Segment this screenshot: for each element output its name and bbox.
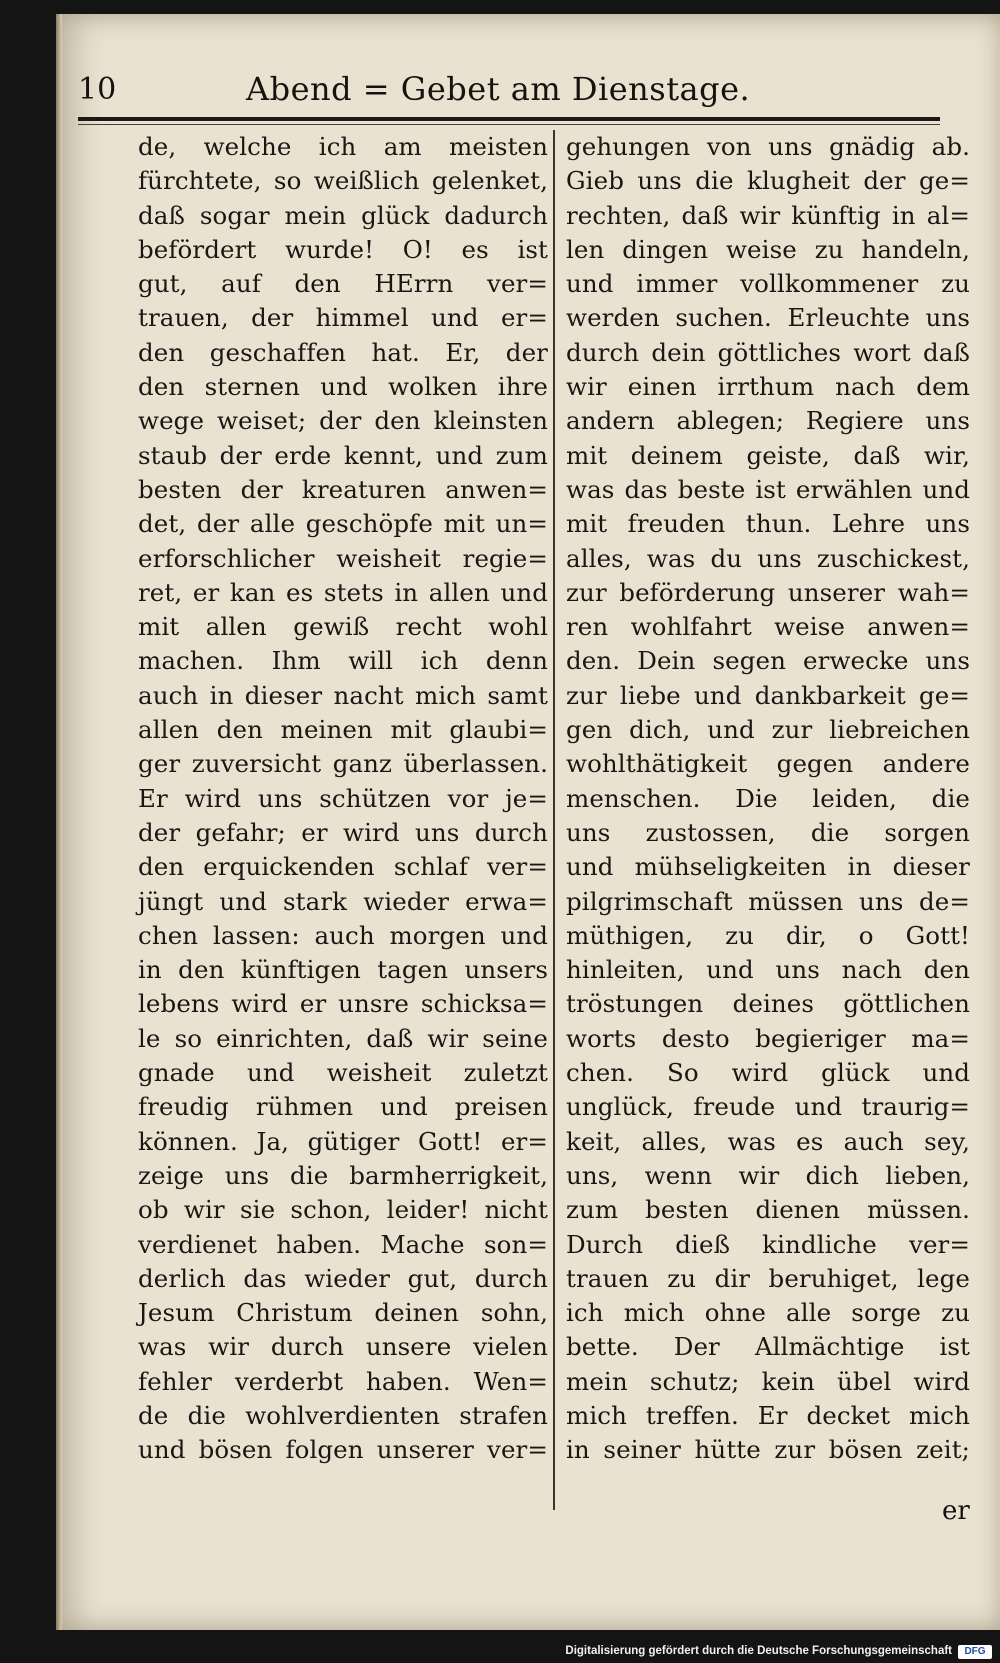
text-line: worts desto begieriger ma=: [566, 1023, 970, 1053]
column-divider: [553, 130, 555, 1510]
text-line: uns, wenn wir dich lieben,: [566, 1160, 970, 1190]
text-line: besten der kreaturen anwen=: [138, 474, 548, 504]
text-line: rechten, daß wir künftig in al=: [566, 200, 970, 230]
text-line: auch in dieser nacht mich samt: [138, 680, 548, 710]
text-line: gen dich, und zur liebreichen: [566, 715, 970, 745]
text-line: unglück, freude und traurig=: [566, 1092, 970, 1122]
right-text-column: [566, 130, 970, 1500]
text-line: daß sogar mein glück dadurch: [138, 200, 548, 230]
text-line: pilgrimschaft müssen uns de=: [566, 886, 970, 916]
text-line: ren wohlfahrt weise anwen=: [566, 612, 970, 642]
text-line: Er wird uns schützen vor je=: [138, 783, 548, 813]
text-line: uns zustossen, die sorgen: [566, 817, 970, 847]
text-line: lebens wird er unsre schicksa=: [138, 989, 548, 1019]
text-line: allen den meinen mit glaubi=: [138, 715, 548, 745]
text-line: staub der erde kennt, und zum: [138, 440, 548, 470]
text-line: alles, was du uns zuschickest,: [566, 543, 970, 573]
text-line: mit allen gewiß recht wohl: [138, 612, 548, 642]
text-line: wir einen irrthum nach dem: [566, 372, 970, 402]
text-line: freudig rühmen und preisen: [138, 1092, 548, 1122]
catchword: er: [942, 1496, 970, 1526]
text-line: ret, er kan es stets in allen und: [138, 577, 548, 607]
text-line: durch dein göttliches wort daß: [566, 337, 970, 367]
text-line: gnade und weisheit zuletzt: [138, 1058, 548, 1088]
text-line: müthigen, zu dir, o Gott!: [566, 920, 970, 950]
text-line: ger zuversicht ganz überlassen.: [138, 749, 548, 779]
text-line: machen. Ihm will ich denn: [138, 646, 548, 676]
text-line: trauen zu dir beruhiget, lege: [566, 1263, 970, 1293]
text-line: zeige uns die barmherrigkeit,: [138, 1160, 548, 1190]
text-line: den sternen und wolken ihre: [138, 372, 548, 402]
text-line: der gefahr; er wird uns durch: [138, 817, 548, 847]
text-line: keit, alles, was es auch sey,: [566, 1126, 970, 1156]
text-line: menschen. Die leiden, die: [566, 783, 970, 813]
text-line: zur beförderung unserer wah=: [566, 577, 970, 607]
text-line: trauen, der himmel und er=: [138, 303, 548, 333]
text-line: mit deinem geiste, daß wir,: [566, 440, 970, 470]
text-line: zum besten dienen müssen.: [566, 1195, 970, 1225]
text-line: und bösen folgen unserer ver=: [138, 1435, 548, 1465]
text-line: gut, auf den HErrn ver=: [138, 269, 548, 299]
text-line: de, welche ich am meisten: [138, 132, 548, 161]
text-line: ich mich ohne alle sorge zu: [566, 1298, 970, 1328]
text-line: wohlthätigkeit gegen andere: [566, 749, 970, 779]
text-line: den geschaffen hat. Er, der: [138, 337, 548, 367]
text-line: mich treffen. Er decket mich: [566, 1400, 970, 1430]
page-header: [78, 68, 938, 116]
text-line: den. Dein segen erwecke uns: [566, 646, 970, 676]
text-line: und immer vollkommener zu: [566, 269, 970, 299]
text-line: len dingen weise zu handeln,: [566, 234, 970, 264]
left-text-column: [138, 130, 548, 1500]
text-line: Durch dieß kindliche ver=: [566, 1229, 970, 1259]
text-line: le so einrichten, daß wir seine: [138, 1023, 548, 1053]
footer-credit: Digitalisierung gefördert durch die Deutsche Forschungsgemeinschaft: [565, 1645, 952, 1657]
text-line: derlich das wieder gut, durch: [138, 1263, 548, 1293]
text-line: verdienet haben. Mache son=: [138, 1229, 548, 1259]
text-line: in den künftigen tagen unsers: [138, 955, 548, 985]
text-line: bette. Der Allmächtige ist: [566, 1332, 970, 1362]
text-line: andern ablegen; Regiere uns: [566, 406, 970, 436]
text-line: in seiner hütte zur bösen zeit;: [566, 1435, 970, 1465]
text-line: wege weiset; der den kleinsten: [138, 406, 548, 436]
text-line: was wir durch unsere vielen: [138, 1332, 548, 1362]
text-line: befördert wurde! O! es ist: [138, 234, 548, 264]
text-line: werden suchen. Erleuchte uns: [566, 303, 970, 333]
text-line: fürchtete, so weißlich gelenket,: [138, 166, 548, 196]
text-line: det, der alle geschöpfe mit un=: [138, 509, 548, 539]
page-number: 10: [78, 72, 117, 107]
text-line: ob wir sie schon, leider! nicht: [138, 1195, 548, 1225]
running-head: Abend = Gebet am Dienstage.: [246, 70, 751, 108]
text-line: mein schutz; kein übel wird: [566, 1366, 970, 1396]
page-gutter-edge: [56, 14, 62, 1630]
text-line: jüngt und stark wieder erwa=: [138, 886, 548, 916]
dfg-logo: DFG: [958, 1645, 992, 1659]
header-rule-thin: [78, 124, 940, 125]
text-line: können. Ja, gütiger Gott! er=: [138, 1126, 548, 1156]
text-line: erforschlicher weisheit regie=: [138, 543, 548, 573]
text-line: zur liebe und dankbarkeit ge=: [566, 680, 970, 710]
header-rule: [78, 117, 940, 121]
text-line: tröstungen deines göttlichen: [566, 989, 970, 1019]
text-line: mit freuden thun. Lehre uns: [566, 509, 970, 539]
text-line: was das beste ist erwählen und: [566, 474, 970, 504]
text-line: und mühseligkeiten in dieser: [566, 852, 970, 882]
text-line: Gieb uns die klugheit der ge=: [566, 166, 970, 196]
text-line: gehungen von uns gnädig ab.: [566, 132, 970, 161]
text-line: chen. So wird glück und: [566, 1058, 970, 1088]
text-line: hinleiten, und uns nach den: [566, 955, 970, 985]
text-line: Jesum Christum deinen sohn,: [138, 1298, 548, 1328]
text-line: fehler verderbt haben. Wen=: [138, 1366, 548, 1396]
text-line: de die wohlverdienten strafen: [138, 1400, 548, 1430]
text-line: den erquickenden schlaf ver=: [138, 852, 548, 882]
text-line: chen lassen: auch morgen und: [138, 920, 548, 950]
